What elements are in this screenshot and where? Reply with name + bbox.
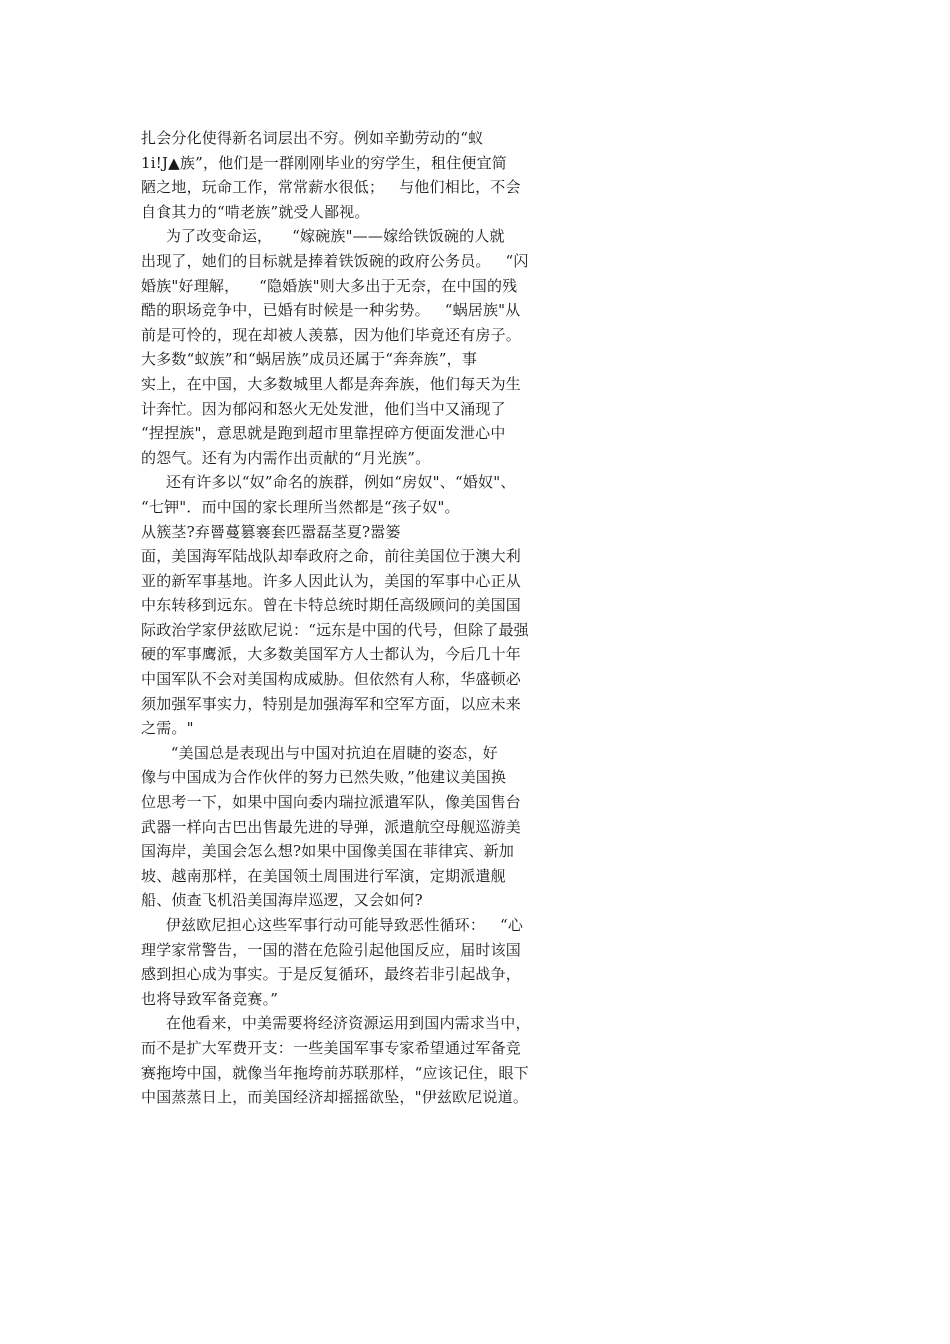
text-line: 之需。" [141, 719, 194, 738]
text-line: 也将导致军备竞赛。” [141, 989, 279, 1008]
text-line: 酷的职场竞争中，已婚有时候是一种劣势。 “蜗居族"从 [141, 301, 521, 320]
text-line: 坡、越南那样，在美国领土周围进行军演，定期派遣舰 [141, 866, 506, 885]
text-line: 位思考一下，如果中国向委内瑞拉派遣军队，像美国售台 [141, 793, 522, 812]
text-line: 感到担心成为事实。于是反复循环，最终若非引起战争， [141, 965, 522, 984]
text-line: 出现了，她们的目标就是捧着铁饭碗的政府公务员。 “闪 [141, 251, 529, 270]
text-line: 际政治学家伊兹欧尼说：“远东是中国的代号，但除了最强 [141, 620, 529, 639]
text-line: 计奔忙。因为郁闷和怒火无处发泄，他们当中又涌现了 [141, 399, 506, 418]
text-line: “捏捏族"，意思就是跑到超市里靠捏碎方便面发泄心中 [141, 424, 506, 443]
text-line: 硬的军事鹰派，大多数美国军方人士都认为，今后几十年 [141, 645, 522, 664]
text-line: 还有许多以“奴”命名的族群，例如“房奴"、“婚奴"、 [141, 473, 516, 492]
text-line: 扎会分化使得新名词层出不穷。例如辛勤劳动的“蚁 [141, 129, 484, 147]
text-line: 而不是扩大军费开支：一些美国军事专家希望通过军备竞 [141, 1038, 522, 1057]
text-line: 理学家常警告，一国的潜在危险引起他国反应，届时该国 [141, 940, 522, 959]
text-line: 前是可怜的，现在却被人羡慕，因为他们毕竟还有房子。 [141, 325, 522, 344]
text-line: 1i!J▲族”，他们是一群刚刚毕业的穷学生，租住便宜简 [141, 153, 507, 172]
text-line: 大多数“蚁族”和“蜗居族”成员还属于“奔奔族”，事 [141, 350, 478, 369]
text-line: 婚族"好理解， “隐婚族"则大多出于无奈，在中国的残 [141, 276, 518, 295]
text-line: 赛拖垮中国，就像当年拖垮前苏联那样，“应该记住，眼下 [141, 1063, 529, 1082]
text-line: 像与中国成为合作伙伴的努力已然失败，”他建议美国换 [141, 768, 507, 787]
text-line: “美国总是表现出与中国对抗迫在眉睫的姿态，好 [141, 743, 498, 762]
text-line: 船、侦查飞机沿美国海岸巡逻，又会如何? [141, 891, 423, 910]
text-line: 须加强军事实力，特别是加强海军和空军方面，以应未来 [141, 694, 522, 713]
text-line: 的怨气。还有为内需作出贡献的“月光族”。 [141, 448, 431, 467]
text-line: 中东转移到远东。曾在卡特总统时期任高级顾问的美国国 [141, 596, 522, 615]
text-line: 中国军队不会对美国构成威胁。但依然有人称，华盛顿必 [141, 670, 522, 689]
text-line: 武器一样向古巴出售最先进的导弹，派遣航空母舰巡游美 [141, 817, 522, 836]
text-line: 在他看来，中美需要将经济资源运用到国内需求当中， [141, 1014, 531, 1033]
text-line: 自食其力的“啃老族”就受人鄙视。 [141, 202, 370, 221]
text-line: 从簇茎?弃罾蔓篡褰套匹嚣磊茎夏?嚣篓 [141, 522, 401, 541]
text-line: 亚的新军事基地。许多人因此认为，美国的军事中心正从 [141, 571, 522, 590]
body-text [141, 126, 601, 1110]
text-line: 国海岸，美国会怎么想?如果中国像美国在菲律宾、新加 [141, 842, 515, 861]
text-line: 面，美国海军陆战队却奉政府之命，前往美国位于澳大利 [141, 547, 522, 566]
text-line: 中国蒸蒸日上，而美国经济却摇摇欲坠，"伊兹欧尼说道。 [141, 1088, 529, 1107]
text-line: “七钾"．而中国的家长理所当然都是“孩子奴"。 [141, 497, 460, 516]
text-line: 实上，在中国，大多数城里人都是奔奔族，他们每天为生 [141, 374, 522, 393]
text-line: 为了改变命运， “嫁碗族"——嫁给铁饭碗的人就 [141, 227, 505, 246]
text-line: 陋之地，玩命工作，常常薪水很低； 与他们相比，不会 [141, 178, 521, 197]
text-line: 伊兹欧尼担心这些军事行动可能导致恶性循环： “心 [141, 916, 524, 934]
